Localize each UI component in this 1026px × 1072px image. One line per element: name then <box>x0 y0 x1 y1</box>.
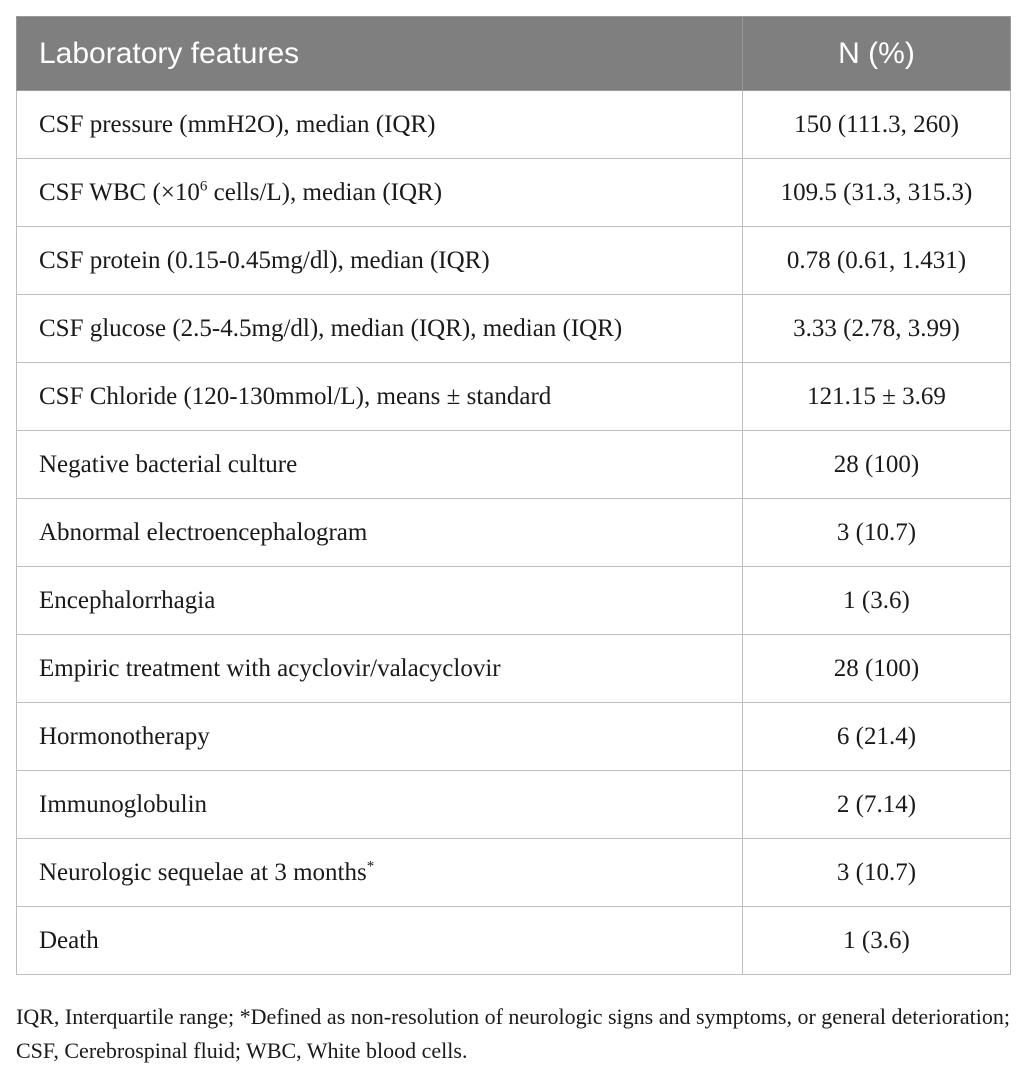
row-label <box>17 771 743 839</box>
row-value: 3 (10.7) <box>743 839 1011 907</box>
row-label <box>17 839 743 907</box>
row-label <box>17 227 743 295</box>
row-label-superscript: 6 <box>199 178 208 195</box>
row-label-text: CSF Chloride (120-130mmol/L), means ± standard <box>39 382 552 410</box>
table-row <box>17 499 1011 567</box>
row-label-text: Neurologic sequelae at 3 months <box>39 858 367 886</box>
row-label <box>17 91 743 159</box>
row-label-text: Hormonotherapy <box>39 722 210 750</box>
row-value: 2 (7.14) <box>743 771 1011 839</box>
row-label-text: Empiric treatment with acyclovir/valacyclovir <box>39 654 501 682</box>
row-value: 109.5 (31.3, 315.3) <box>743 159 1011 227</box>
row-label <box>17 635 743 703</box>
row-label-text: CSF WBC (×10 <box>39 178 200 206</box>
row-value: 3.33 (2.78, 3.99) <box>743 295 1011 363</box>
table-footnote: IQR, Interquartile range; *Defined as non-resolution of neurologic signs and symptoms, or general deterioration; CSF, Cerebrospinal fluid; WBC, White blood cells. <box>16 1004 1011 1063</box>
row-label-text: CSF protein (0.15-0.45mg/dl), median (IQR) <box>39 246 490 274</box>
row-label <box>17 567 743 635</box>
row-label-superscript: * <box>366 858 375 875</box>
row-label-text: Immunoglobulin <box>39 790 208 818</box>
row-label <box>17 431 743 499</box>
row-value: 28 (100) <box>743 635 1011 703</box>
table-row <box>17 431 1011 499</box>
table-row <box>17 159 1011 227</box>
row-label <box>17 703 743 771</box>
row-value: 150 (111.3, 260) <box>743 91 1011 159</box>
table-row <box>17 703 1011 771</box>
table-row <box>17 91 1011 159</box>
row-label <box>17 363 743 431</box>
row-label-text: Death <box>39 926 99 954</box>
row-label <box>17 159 743 227</box>
row-label-text: Encephalorrhagia <box>39 586 216 614</box>
table-row <box>17 635 1011 703</box>
row-value: 6 (21.4) <box>743 703 1011 771</box>
header-row <box>17 17 1011 91</box>
row-value: 1 (3.6) <box>743 907 1011 975</box>
row-value: 0.78 (0.61, 1.431) <box>743 227 1011 295</box>
row-label-text: Negative bacterial culture <box>39 450 298 478</box>
table-row <box>17 363 1011 431</box>
row-value: 28 (100) <box>743 431 1011 499</box>
row-value: 3 (10.7) <box>743 499 1011 567</box>
table-row <box>17 771 1011 839</box>
row-label-text: Abnormal electroencephalogram <box>39 518 368 546</box>
header-n-percent: N (%) <box>743 17 1011 91</box>
table-row <box>17 907 1011 975</box>
header-laboratory-features: Laboratory features <box>17 17 743 91</box>
row-label-text: CSF glucose (2.5-4.5mg/dl), median (IQR), median (IQR) <box>39 314 623 342</box>
row-label-text: CSF pressure (mmH2O), median (IQR) <box>39 110 436 138</box>
row-label <box>17 907 743 975</box>
row-label-text-cont: cells/L), median (IQR) <box>207 178 443 206</box>
laboratory-features-table <box>16 16 1011 975</box>
row-label <box>17 499 743 567</box>
table-row <box>17 839 1011 907</box>
row-label <box>17 295 743 363</box>
row-value: 1 (3.6) <box>743 567 1011 635</box>
table-container <box>16 16 1010 975</box>
row-value: 121.15 ± 3.69 <box>743 363 1011 431</box>
table-row <box>17 567 1011 635</box>
table-row <box>17 295 1011 363</box>
table-header <box>17 17 1011 91</box>
table-row <box>17 227 1011 295</box>
table-body <box>17 91 1011 975</box>
